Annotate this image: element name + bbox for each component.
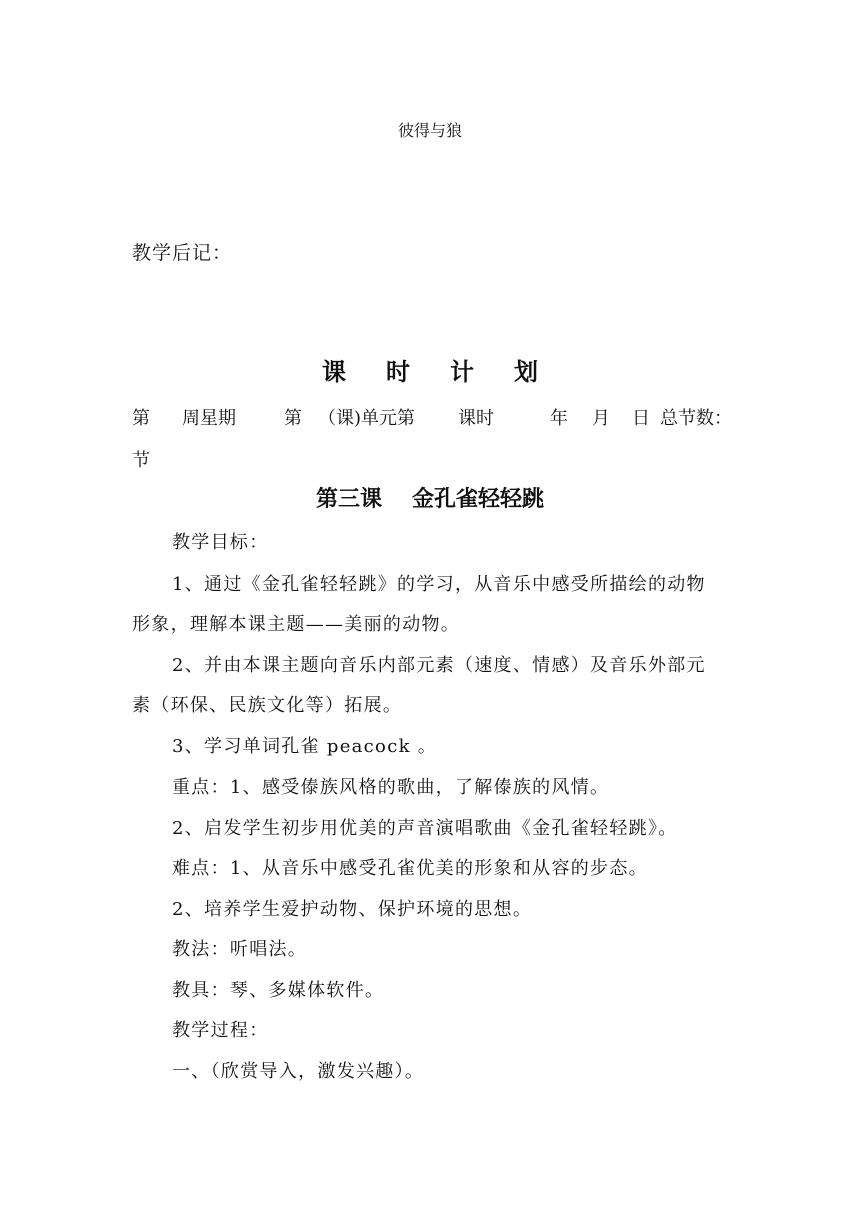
week-label: 第 xyxy=(132,408,150,429)
body-line: 重点：1、感受傣族风格的歌曲，了解傣族的风情。 xyxy=(172,777,610,798)
unit-label: （课)单元第 xyxy=(318,408,416,429)
lesson-name: 金孔雀轻轻跳 xyxy=(412,487,545,512)
body-line: 形象，理解本课主题——美丽的动物。 xyxy=(132,614,461,635)
body-line: 难点：1、从音乐中感受孔雀优美的形象和从容的步态。 xyxy=(172,858,648,879)
body-line: 教具：琴、多媒体软件。 xyxy=(172,980,385,1001)
unit-prefix-label: 第 xyxy=(284,408,302,429)
total-periods-label: 总节数： xyxy=(660,408,732,429)
song-title: 彼得与狼 xyxy=(397,121,462,140)
lesson-plan-heading xyxy=(0,352,860,387)
body-line: 一、（欣赏导入，激发兴趣）。 xyxy=(172,1061,425,1082)
year-label: 年 xyxy=(550,408,568,429)
body-line: 教学过程： xyxy=(172,1020,269,1041)
day-label: 日 xyxy=(632,408,650,429)
body-line: 教法：听唱法。 xyxy=(172,939,308,960)
heading-char: 时 xyxy=(386,357,410,386)
lesson-title xyxy=(0,482,860,513)
body-line: 教学目标： xyxy=(172,532,269,553)
teaching-postscript-label: 教学后记： xyxy=(132,242,233,264)
weekday-label: 周星期 xyxy=(182,408,236,429)
body-line: 1、通过《金孔雀轻轻跳》的学习，从音乐中感受所描绘的动物 xyxy=(172,574,706,595)
body-line: 2、培养学生爱护动物、保护环境的思想。 xyxy=(172,899,533,920)
heading-char: 计 xyxy=(450,357,474,386)
heading-char: 课 xyxy=(322,357,346,386)
month-label: 月 xyxy=(592,408,610,429)
schedule-info-tail: 节 xyxy=(132,450,150,471)
heading-char: 划 xyxy=(514,357,538,386)
body-line: 2、并由本课主题向音乐内部元素（速度、情感）及音乐外部元 xyxy=(172,655,706,676)
body-line: 2、启发学生初步用优美的声音演唱歌曲《金孔雀轻轻跳》。 xyxy=(172,818,678,839)
body-line: 3、学习单词孔雀 peacock 。 xyxy=(172,736,438,757)
lesson-number: 第三课 xyxy=(315,487,382,512)
period-label: 课时 xyxy=(458,408,494,429)
body-line: 素（环保、民族文化等）拓展。 xyxy=(132,695,403,716)
